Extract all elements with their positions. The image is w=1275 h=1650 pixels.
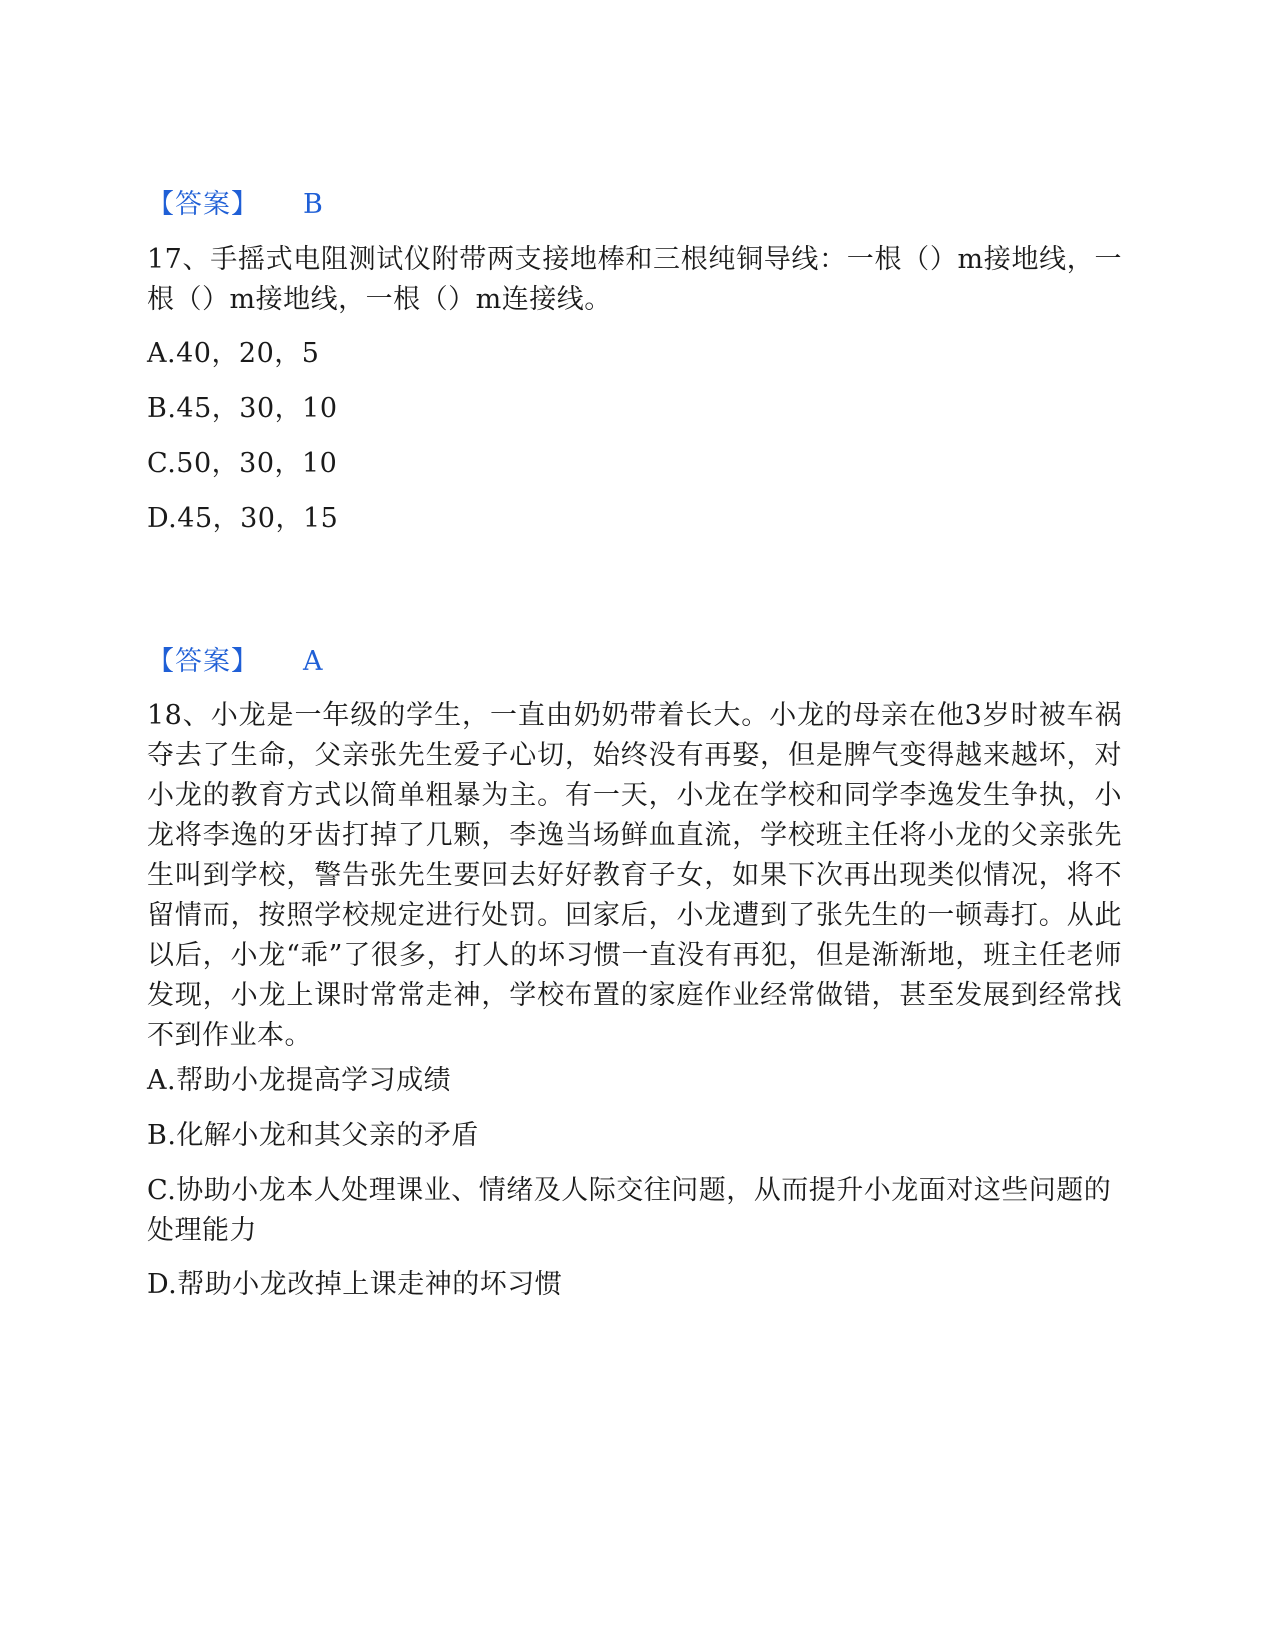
answer-value: A bbox=[303, 646, 323, 677]
q17-option-d: D.45，30，15 bbox=[147, 503, 339, 534]
question-17-text: 17、手摇式电阻测试仪附带两支接地棒和三根纯铜导线：一根（）m接地线，一根（）m接地线，一根（）m连接线。 bbox=[147, 244, 1122, 315]
q18-option-b: B.化解小龙和其父亲的矛盾 bbox=[147, 1120, 479, 1151]
q18-option-a: A.帮助小龙提高学习成绩 bbox=[147, 1065, 452, 1096]
answer-value: B bbox=[303, 189, 323, 220]
answer-line-2 bbox=[147, 645, 323, 679]
q17-option-a: A.40，20，5 bbox=[147, 338, 320, 369]
answer-label: 【答案】 bbox=[147, 646, 259, 677]
q18-option-d: D.帮助小龙改掉上课走神的坏习惯 bbox=[147, 1269, 563, 1300]
q17-option-c: C.50，30，10 bbox=[147, 448, 338, 479]
question-18-text: 18、小龙是一年级的学生，一直由奶奶带着长大。小龙的母亲在他3岁时被车祸夺去了生命，父亲张先生爱子心切，始终没有再娶，但是脾气变得越来越坏，对小龙的教育方式以简单粗暴为主。有一天，小龙在学校和同学李逸发生争执，小龙将李逸的牙齿打掉了几颗，李逸当场鲜血直流，学校班主任将小龙的父亲张先生叫到学校，警告张先生要回去好好教育子女，如果下次再出现类似情况，将不留情而，按照学校规定进行处罚。回家后，小龙遭到了张先生的一顿毒打。从此以后，小龙“乖”了很多，打人的坏习惯一直没有再犯，但是渐渐地，班主任老师发现，小龙上课时常常走神，学校布置的家庭作业经常做错，甚至发展到经常找不到作业本。 bbox=[147, 700, 1122, 1051]
answer-line-1 bbox=[147, 188, 323, 222]
q17-option-b: B.45，30，10 bbox=[147, 393, 338, 424]
q18-option-c: C.协助小龙本人处理课业、情绪及人际交往问题，从而提升小龙面对这些问题的处理能力 bbox=[147, 1175, 1112, 1246]
answer-label: 【答案】 bbox=[147, 189, 259, 220]
